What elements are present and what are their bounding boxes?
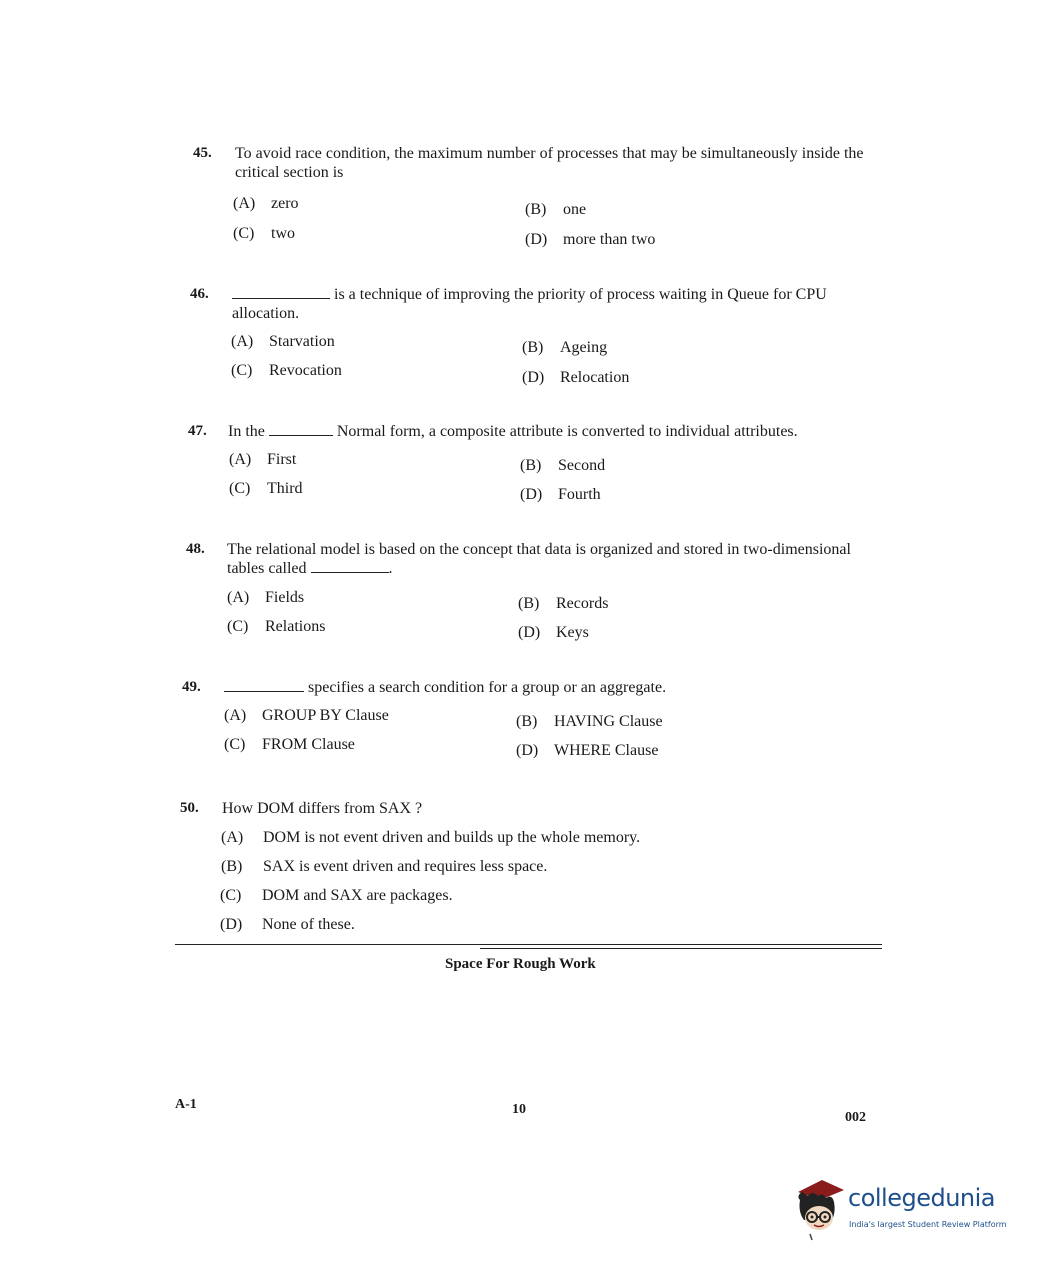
option-label: (C)	[227, 618, 249, 635]
option-d[interactable]	[518, 624, 589, 642]
paper-code: 002	[845, 1110, 866, 1125]
option-b[interactable]	[522, 339, 607, 357]
student-mascot-icon	[792, 1176, 848, 1242]
option-b[interactable]	[520, 457, 605, 475]
option-label: (B)	[516, 713, 538, 730]
option-label: (C)	[233, 225, 255, 242]
option-d[interactable]	[525, 231, 655, 249]
option-label: (C)	[220, 887, 242, 904]
option-a[interactable]	[224, 707, 389, 725]
option-d[interactable]	[220, 916, 355, 934]
option-text: DOM is not event driven and builds up the whole memory.	[263, 829, 641, 846]
question-text	[224, 678, 784, 697]
option-a[interactable]	[229, 451, 296, 469]
option-a[interactable]	[221, 829, 640, 847]
question-number: 46.	[190, 286, 209, 302]
answer-blank	[232, 286, 330, 299]
option-text: one	[563, 201, 587, 218]
question-number: 50.	[180, 800, 199, 816]
logo-wordmark: collegedunia	[848, 1184, 996, 1212]
option-label: (B)	[522, 339, 544, 356]
option-label: (D)	[220, 916, 243, 933]
option-b[interactable]	[221, 858, 547, 876]
option-text: None of these.	[262, 916, 355, 933]
option-label: (D)	[525, 231, 548, 248]
option-d[interactable]	[522, 369, 629, 387]
option-label: (B)	[520, 457, 542, 474]
option-text: Revocation	[269, 362, 342, 379]
option-d[interactable]	[516, 742, 658, 760]
option-label: (A)	[224, 707, 247, 724]
option-text: Third	[267, 480, 303, 497]
set-code: A-1	[175, 1097, 197, 1112]
option-text: First	[267, 451, 297, 468]
divider-line	[480, 948, 882, 949]
option-a[interactable]	[233, 195, 299, 213]
option-label: (A)	[233, 195, 256, 212]
option-b[interactable]	[518, 595, 608, 613]
option-text: FROM Clause	[262, 736, 355, 753]
option-text: Second	[558, 457, 606, 474]
option-text: Fields	[265, 589, 305, 606]
question-number: 48.	[186, 541, 205, 557]
option-text: zero	[271, 195, 299, 212]
option-text: more than two	[563, 231, 656, 248]
option-label: (C)	[224, 736, 246, 753]
option-d[interactable]	[520, 486, 601, 504]
option-label: (C)	[231, 362, 253, 379]
option-text: HAVING Clause	[554, 713, 663, 730]
question-text-before: In the	[228, 423, 265, 440]
option-label: (A)	[231, 333, 254, 350]
option-b[interactable]	[525, 201, 586, 219]
option-text: SAX is event driven and requires less space.	[263, 858, 548, 875]
divider-line	[175, 944, 882, 945]
option-text: Starvation	[269, 333, 335, 350]
option-c[interactable]	[227, 618, 325, 636]
question-text	[228, 422, 908, 441]
option-label: (D)	[516, 742, 539, 759]
question-number: 45.	[193, 145, 212, 161]
collegedunia-logo[interactable]	[792, 1176, 1022, 1246]
option-text: Ageing	[560, 339, 608, 356]
option-text: Keys	[556, 624, 589, 641]
answer-blank	[269, 423, 333, 436]
option-c[interactable]	[233, 225, 295, 243]
question-text-after: .	[388, 560, 393, 577]
option-label: (B)	[525, 201, 547, 218]
option-label: (C)	[229, 480, 251, 497]
option-label: (D)	[520, 486, 543, 503]
option-c[interactable]	[229, 480, 303, 498]
option-label: (A)	[227, 589, 250, 606]
option-label: (B)	[221, 858, 243, 875]
option-label: (D)	[518, 624, 541, 641]
option-b[interactable]	[516, 713, 663, 731]
option-label: (D)	[522, 369, 545, 386]
option-text: Records	[556, 595, 609, 612]
question-number: 49.	[182, 679, 201, 695]
option-a[interactable]	[231, 333, 335, 351]
option-text: Relocation	[560, 369, 630, 386]
question-text-before: The relational model is based on the concept that data is organized and stored in two-dimensional tables called	[227, 541, 851, 577]
option-text: two	[271, 225, 295, 242]
question-text-after: Normal form, a composite attribute is converted to individual attributes.	[336, 423, 798, 440]
answer-blank	[224, 679, 304, 692]
option-text: WHERE Clause	[554, 742, 659, 759]
page-number: 10	[512, 1102, 526, 1117]
question-text: How DOM differs from SAX ?	[222, 800, 423, 817]
logo-tagline: India's largest Student Review Platform	[849, 1220, 1007, 1229]
option-c[interactable]	[231, 362, 342, 380]
question-text	[227, 540, 877, 578]
option-c[interactable]	[224, 736, 355, 754]
question-text: To avoid race condition, the maximum number of processes that may be simultaneously inside the critical section is	[235, 145, 864, 181]
option-text: Fourth	[558, 486, 601, 503]
option-label: (A)	[229, 451, 252, 468]
rough-work-heading: Space For Rough Work	[445, 956, 596, 972]
question-text-after: specifies a search condition for a group or an aggregate.	[308, 679, 667, 696]
option-c[interactable]	[220, 887, 453, 905]
option-text: DOM and SAX are packages.	[262, 887, 453, 904]
option-text: GROUP BY Clause	[262, 707, 389, 724]
question-text-after: is a technique of improving the priority of process waiting in Queue for CPU allocation.	[232, 286, 827, 322]
answer-blank	[311, 560, 389, 573]
question-text	[232, 285, 882, 323]
option-label: (A)	[221, 829, 244, 846]
option-text: Relations	[265, 618, 326, 635]
option-label: (B)	[518, 595, 540, 612]
option-a[interactable]	[227, 589, 304, 607]
question-number: 47.	[188, 423, 207, 439]
